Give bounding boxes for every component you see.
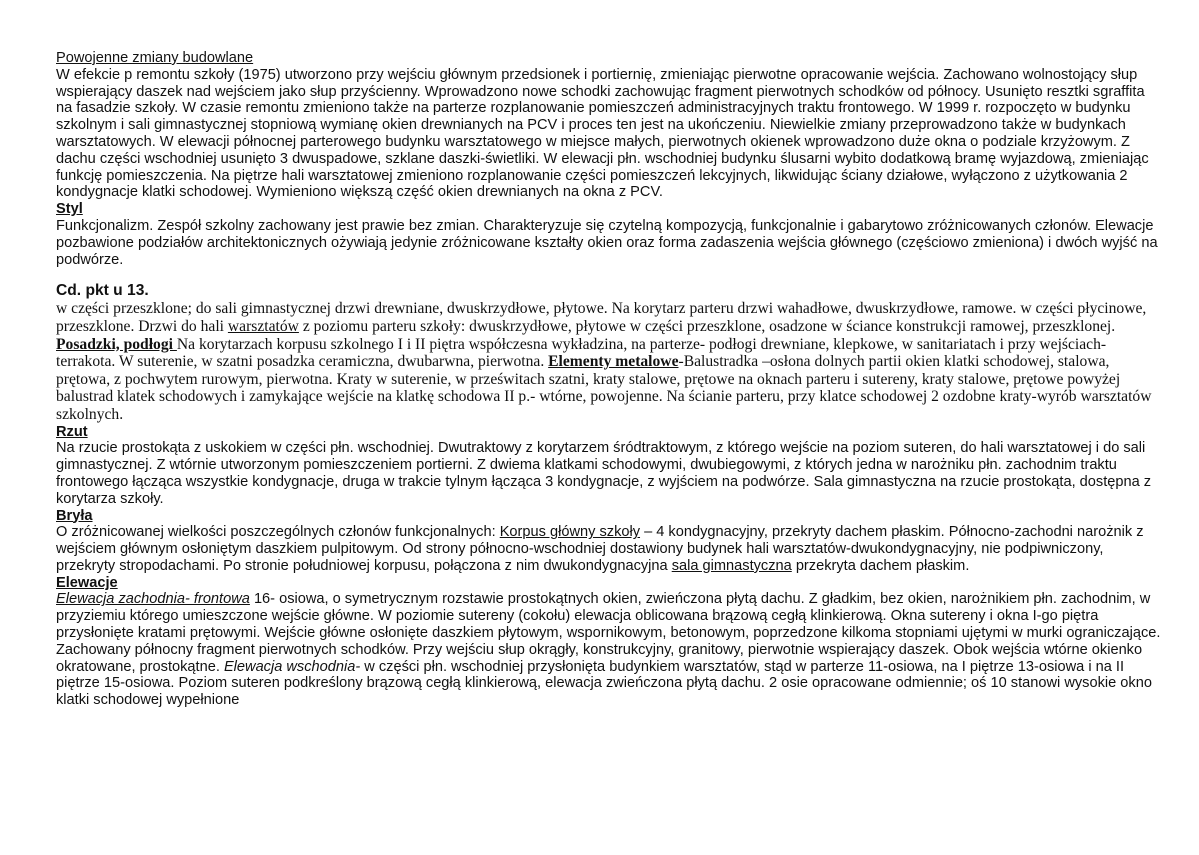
metal-elements-subheading: Elementy metalowe: [548, 353, 679, 371]
massing-text-part-2: – 4 kondygnacyjny, przekryty dachem płaskim. Północno-zachodni narożnik z wejściem głównym osłoniętym daszkiem pulpitowym. Od strony północno-wschodniej dostawiony budynek hali warsztatów-dwukondygnacyjny, nie podpiwniczony, przekryty stropodachami. Po stronie południowej korpusu, połączona z nim dwukondygnacyjna: [56, 524, 1144, 574]
continuation-text-part-2: z poziomu parteru szkoły: dwuskrzydłowe, płytowe w części przeszklone, osadzone w ściance konstrukcji ramowej, przeszklonej.: [298, 317, 1116, 335]
section-text-plan: Na rzucie prostokąta z uskokiem w części płn. wschodniej. Dwutraktowy z korytarzem śródtraktowym, z którego wejście na poziom suteren, do hali warsztatowej i do sali gimnastycznej. Z wtórnie utworzonym pomieszczeniem portierni. Z dwiema klatkami schodowymi, dwubiegowymi, z których jedna w narożniku płn. zachodnim traktu frontowego łącząca wszystkie kondygnacje, druga w trakcie tylnym łącząca 3 kondygnacje, z wyjściem na podwórze. Sala gimnastyczna na rzucie prostokąta, dostępna z korytarza szkoły.: [56, 440, 1152, 507]
continuation-text-part-1: w części przeszklone; do sali gimnastycznej drzwi drewniane, dwuskrzydłowe, płytowe. Na korytarz parteru drzwi wahadłowe, dwuskrzydłowe, ramowe. w części płycinowe, przeszklone. Drzwi do hali: [56, 300, 1147, 335]
floors-subheading: Posadzki, podłogi: [56, 335, 177, 353]
massing-text-part-3: przekryta dachem płaskim.: [791, 557, 970, 574]
elevations-text-part-2: w części płn. wschodniej przysłonięta budynkiem warsztatów, stąd w parterze 11-osiowa, na I piętrze 13-osiowa i na II piętrze 15-osiowa. Poziom suteren podkreślony brązową cegłą klinkierową, elewacja zwieńczona płytą dachu. 2 osie opracowane odmiennie; oś 10 stanowi wysokie okno klatki schodowej wypełnione: [56, 658, 1152, 709]
massing-text-part-1: O zróżnicowanej wielkości poszczególnych członów funkcjonalnych:: [56, 524, 500, 541]
west-elevation-link: Elewacja zachodnia- frontowa: [56, 591, 250, 608]
section-title-style: Styl: [56, 201, 83, 218]
continuation-text-part-3: Na korytarzach korpusu szkolnego I i II piętra współczesna wykładzina, na parterze- podłogi drewniane, klepkowe, w sanitariatach i przy wejściach- terrakota. W suterenie, w szatni posadzka ceramiczna, dwubarwna, pierwotna.: [56, 335, 1107, 371]
section-title-massing: Bryła: [56, 507, 93, 524]
continuation-text-part-4: -Balustradka –osłona dolnych partii okien klatki schodowej, stalowa, prętowa, z pochwytem rurowym, pierwotna. Kraty w suterenie, w prześwitach szatni, kraty stalowe, prętowe na oknach parteru i sutereny, kraty stalowe, prętowe powyżej balustrad klatek schodowych i zamykające wejście na klatkę schodowa II p.- wtórne, powojenne. Na ścianie parteru, przy klatce schodowej 2 ozdobne kraty-wyrób warsztatów szkolnych.: [56, 353, 1152, 423]
workshops-link: warsztatów: [227, 317, 299, 335]
section-text-style: Funkcjonalizm. Zespół szkolny zachowany jest prawie bez zmian. Charakteryzuje się czytelną kompozycją, funkcjonalnie i gabarytowo zróżnicowanych członów. Elewacje pozbawione podziałów architektonicznych ożywiają jedynie zróżnicowane kształty okien oraz forma zadaszenia wejścia głównego (częściowo zmieniona) i dwóch wyjść na podwórze.: [56, 217, 1158, 268]
section-title-plan: Rzut: [56, 423, 88, 440]
elevations-text-part-1: 16- osiowa, o symetrycznym rozstawie prostokątnych okien, zwieńczona płytą dachu. Z gładkim, bez okien, narożnikiem płn. zachodnim, w przyziemiu którego umieszczone wejście główne. W poziomie sutereny (cokołu) elewacja oblicowana brązową cegłą klinkierową. Okna sutereny i okna I-go piętra przysłonięte kratami prętowymi. Wejście główne osłonięte daszkiem płytowym, wspornikowym, betonowym, poprzedzone kilkoma stopniami ujętymi w murki ograniczające. Zachowany północny fragment pierwotnych schodków. Przy wejściu słup okrągły, konstrukcyjny, granitowy, pierwotnie wspierający daszek. Obok wejścia wtórne okienko okratowane, prostokątne.: [56, 591, 1161, 675]
document-page: [56, 50, 1161, 709]
section-title-continuation: Cd. pkt u 13.: [56, 282, 149, 300]
gym-hall-link: sala gimnastyczna: [671, 557, 792, 574]
section-title-postwar-changes: Powojenne zmiany budowlane: [56, 50, 254, 66]
section-text-postwar-changes: W efekcie p remontu szkoły (1975) utworzono przy wejściu głównym przedsionek i portiernię, zmieniając pierwotne opracowanie wejścia. Zachowano wolnostojący słup wspierający daszek nad wejściem jako słup przyścienny. Wprowadzono nowe schodki zachowując fragment pierwotnych schodków od północy. Usunięto resztki sgraffita na fasadzie szkoły. W czasie remontu zmieniono także na parterze rozplanowanie pomieszczeń administracyjnych traktu frontowego. W 1999 r. rozpoczęto w budynku szkolnym i sali gimnastycznej stopniową wymianę okien drewnianych na PCV i proces ten jest na ukończeniu. Niewielkie zmiany przeprowadzono także w budynkach warsztatowych. W elewacji północnej parterowego budynku warsztatowego w miejsce małych, pierwotnych okienek wprowadzono duże okna o podziale krzyżowym. Z dachu części wschodniej usunięto 3 dwuspadowe, szklane daszki-świetliki. W elewacji płn. wschodniej budynku ślusarni wybito dodatkową bramę wyjazdową, zmieniając funkcję pomieszczenia. Na piętrze hali warsztatowej zmieniono rozplanowanie części pomieszczeń lekcyjnych, likwidując ściany działowe, wyłączono z użytkowania 2 kondygnacje klatki schodowej. Wymieniono większą część okien drewnianych na okna z PCV.: [56, 66, 1149, 201]
main-body-link: Korpus główny szkoły: [499, 524, 641, 541]
section-text-elevations: [56, 591, 1161, 709]
section-text-continuation: [56, 300, 1161, 423]
section-text-massing: [56, 524, 1161, 574]
east-elevation-label: Elewacja wschodnia-: [223, 658, 361, 675]
section-title-elevations: Elewacje: [56, 574, 118, 591]
